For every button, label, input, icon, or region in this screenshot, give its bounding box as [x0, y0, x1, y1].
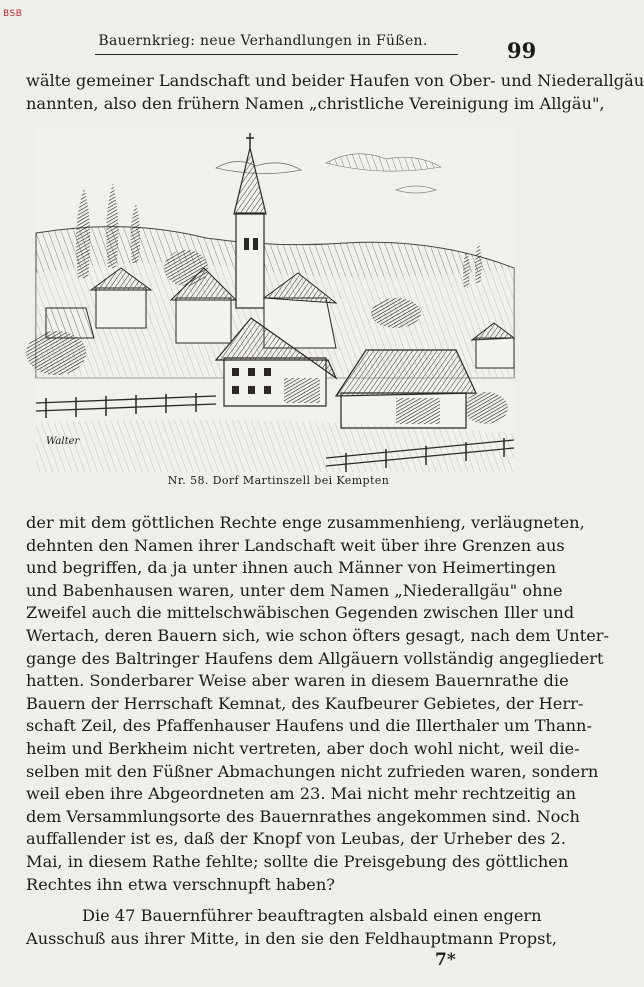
header-rule — [95, 54, 458, 55]
text-line: dem Versammlungsorte des Bauernrathes angekommen sind. Noch — [26, 806, 580, 826]
text-line: wälte gemeiner Landschaft und beider Haufen von Ober- und Niederallgäu — [26, 71, 644, 90]
text-line: dehnten den Namen ihrer Landschaft weit über ihre Grenzen aus — [26, 535, 565, 555]
text-line: schaft Zeil, des Pfaffenhauser Haufens und die Illerthaler um Thann- — [26, 716, 592, 736]
running-title: Bauernkrieg: neue Verhandlungen in Füßen. — [98, 33, 428, 49]
text-line: und Babenhausen waren, unter dem Namen „Niederallgäu" ohne — [26, 580, 563, 600]
text-line: nannten, also den frühern Namen „christliche Vereinigung im Allgäu", — [26, 93, 605, 113]
text-line: Bauern der Herrschaft Kemnat, des Kaufbeurer Gebietes, der Herr- — [26, 693, 584, 713]
top-text — [26, 70, 644, 115]
paragraph-1 — [26, 512, 609, 896]
text-line: und begriffen, da ja unter ihnen auch Männer von Heimertingen — [26, 558, 557, 578]
text-line: selben mit den Füßner Abmachungen nicht zufrieden waren, sondern — [26, 761, 599, 781]
text-line: auffallender ist es, daß der Knopf von Leubas, der Urheber des 2. — [26, 829, 566, 849]
figure-caption: Nr. 58. Dorf Martinszell bei Kempten — [167, 474, 390, 487]
signature-mark: 7* — [435, 950, 456, 970]
text-line: weil eben ihre Abgeordneten am 23. Mai nicht mehr rechtzeitig an — [26, 784, 577, 804]
library-mark: BSB — [3, 9, 23, 19]
text-line: Ausschuß aus ihrer Mitte, in den sie den Feldhauptmann Propst, — [26, 928, 558, 948]
text-line: Mai, in diesem Rathe fehlte; sollte die Preisgebung des göttlichen — [26, 851, 569, 871]
page-number: 99 — [507, 38, 537, 63]
text-line: heim und Berkheim nicht vertreten, aber doch wohl nicht, weil die- — [26, 738, 580, 758]
paragraph-2 — [26, 905, 558, 950]
text-line: der mit dem göttlichen Rechte enge zusammenhieng, verläugneten, — [26, 513, 585, 532]
text-line: Wertach, deren Bauern sich, wie schon öfters gesagt, nach dem Unter- — [26, 625, 609, 645]
text-line: gange des Baltringer Haufens dem Allgäuern vollständig angegliedert — [26, 648, 604, 668]
text-line: Zweifel auch die mittelschwäbischen Gegenden zwischen Iller und — [26, 603, 575, 623]
text-line: Die 47 Bauernführer beauftragten alsbald einen engern — [82, 906, 542, 925]
text-line: Rechtes ihn etwa verschnupft haben? — [26, 874, 335, 894]
village-illustration — [36, 128, 514, 472]
artist-signature: Walter — [46, 436, 80, 447]
village-engraving — [36, 128, 514, 472]
text-line: hatten. Sonderbarer Weise aber waren in diesem Bauernrathe die — [26, 671, 569, 691]
